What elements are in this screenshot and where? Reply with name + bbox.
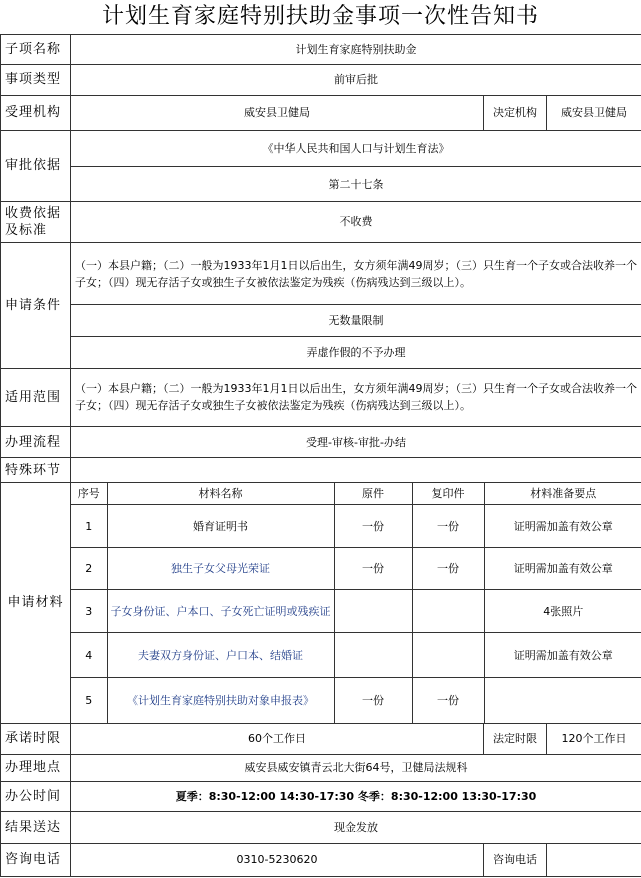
material-original (334, 590, 412, 632)
value-phone-2 (547, 843, 641, 876)
material-original: 一份 (334, 505, 412, 547)
materials-header-name: 材料名称 (107, 483, 334, 505)
material-name: 子女身份证、户本口、子女死亡证明或残疾证 (107, 590, 334, 632)
material-no: 1 (71, 505, 107, 547)
value-scope: （一）本县户籍；（二）一般为1933年1月1日以后出生，女方须年满49周岁；（三）只生育一个子女或合法收养一个子女；（四）现无存活子女或独生子女被依法鉴定为残疾（伤病残达到三级以上）。 (71, 368, 641, 427)
materials-header-no: 序号 (71, 483, 107, 505)
value-delivery: 现金发放 (71, 812, 641, 843)
value-sub-item: 计划生育家庭特别扶助金 (71, 35, 641, 65)
label-phone: 咨询电话 (1, 843, 71, 876)
material-original (334, 632, 412, 677)
label-agency: 受理机构 (1, 95, 71, 130)
material-copy: 一份 (412, 505, 484, 547)
material-name: 婚育证明书 (107, 505, 334, 547)
table-row (71, 547, 641, 589)
value-process: 受理-审核-审批-办结 (71, 427, 641, 458)
material-name: 《计划生育家庭特别扶助对象申报表》 (107, 678, 334, 724)
table-row (71, 632, 641, 677)
materials-header-row (71, 483, 641, 505)
material-note: 证明需加盖有效公章 (484, 632, 641, 677)
material-no: 3 (71, 590, 107, 632)
label-conditions: 申请条件 (1, 243, 71, 368)
label-legal-time: 法定时限 (484, 724, 547, 754)
materials-header-copy: 复印件 (412, 483, 484, 505)
material-name: 独生子女父母光荣证 (107, 547, 334, 589)
value-phone: 0310-5230620 (71, 843, 484, 876)
value-fee: 不收费 (71, 201, 641, 242)
document-title: 计划生育家庭特别扶助金事项一次性告知书 (101, 4, 539, 29)
material-copy: 一份 (412, 547, 484, 589)
notice-table (0, 34, 641, 877)
label-process: 办理流程 (1, 427, 71, 458)
material-note: 证明需加盖有效公章 (484, 505, 641, 547)
material-no: 5 (71, 678, 107, 724)
value-conditions-quantity: 无数量限制 (71, 304, 641, 336)
table-row (71, 678, 641, 724)
materials-header-note: 材料准备要点 (484, 483, 641, 505)
label-delivery: 结果送达 (1, 812, 71, 843)
value-basis-article: 第二十七条 (71, 167, 641, 201)
material-original: 一份 (334, 547, 412, 589)
material-name: 夫妻双方身份证、户口本、结婚证 (107, 632, 334, 677)
materials-header-original: 原件 (334, 483, 412, 505)
label-basis: 审批依据 (1, 131, 71, 202)
label-fee: 收费依据及标准 (1, 201, 71, 242)
material-no: 4 (71, 632, 107, 677)
label-special: 特殊环节 (1, 458, 71, 482)
material-original: 一份 (334, 678, 412, 724)
label-address: 办理地点 (1, 754, 71, 781)
material-no: 2 (71, 547, 107, 589)
material-copy: 一份 (412, 678, 484, 724)
material-copy (412, 632, 484, 677)
material-note (484, 678, 641, 724)
value-address: 威安县威安镇青云北大街64号，卫健局法规科 (71, 754, 641, 781)
label-sub-item: 子项名称 (1, 35, 71, 65)
label-decision-agency: 决定机构 (484, 95, 547, 130)
materials-table (71, 483, 641, 724)
value-office-hours: 夏季：8:30-12:00 14:30-17:30 冬季：8:30-12:00 13:30-17:30 (71, 781, 641, 811)
label-scope: 适用范围 (1, 368, 71, 427)
label-materials: 申请材料 (1, 482, 71, 724)
value-conditions-detail: （一）本县户籍；（二）一般为1933年1月1日以后出生，女方须年满49周岁；（三）只生育一个子女或合法收养一个子女；（四）现无存活子女或独生子女被依法鉴定为残疾（伤病残达到三级以上）。 (71, 243, 641, 305)
value-decision-agency: 威安县卫健局 (547, 95, 641, 130)
table-row (71, 590, 641, 632)
value-legal-time: 120个工作日 (547, 724, 641, 754)
material-copy (412, 590, 484, 632)
value-promise-time: 60个工作日 (71, 724, 484, 754)
label-phone-2: 咨询电话 (484, 843, 547, 876)
table-row (71, 505, 641, 547)
material-note: 证明需加盖有效公章 (484, 547, 641, 589)
label-office-hours: 办公时间 (1, 781, 71, 811)
label-item-type: 事项类型 (1, 65, 71, 95)
label-promise-time: 承诺时限 (1, 724, 71, 754)
value-agency: 威安县卫健局 (71, 95, 484, 130)
materials-cell (71, 482, 641, 724)
value-basis-law: 《中华人民共和国人口与计划生育法》 (71, 131, 641, 167)
value-special (71, 458, 641, 482)
value-item-type: 前审后批 (71, 65, 641, 95)
value-conditions-fraud: 弄虚作假的不予办理 (71, 337, 641, 368)
material-note: 4张照片 (484, 590, 641, 632)
